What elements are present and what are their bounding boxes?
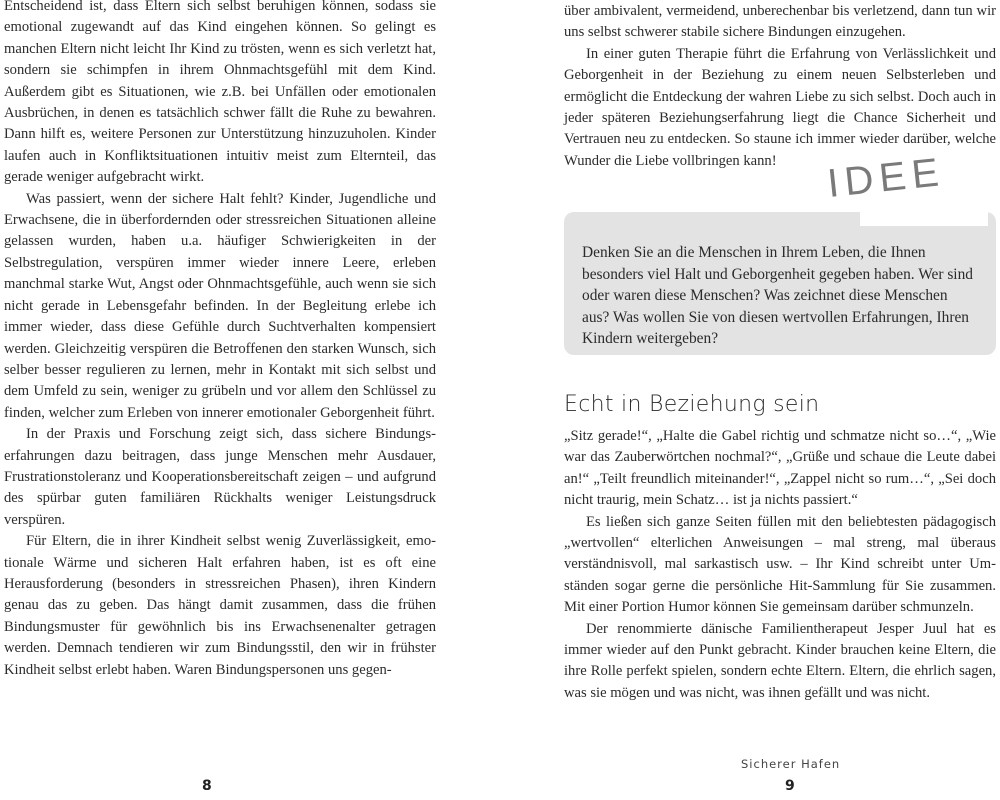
page-number-left: 8 — [202, 778, 212, 794]
paragraph: Was passiert, wenn der sichere Halt fehlt? Kinder, Jugendliche und Erwachsene, die in überfordernden oder stressreichen Situationen alleine gelassen wurden, haben u.a. häufiger Schwierigkeiten in der Selbstregulation, verspüren immer wieder innere Leere, erleben manchmal starke Wut, Angst oder Ohnmachtsgefühle, auch wenn sie sich nicht gerade in Lebensgefahr befinden. In der Begleitung erlebe ich immer wieder, dass diese Gefühle durch Suchtverhalten kompensiert werden. Gleichzeitig verspüren die Betroffenen den starken Wunsch, sich selber besser regulieren zu lernen, mehr in Kontakt mit sich selbst und dem Umfeld zu sein, weniger zu grübeln und vor allem den Schlüssel zu finden, welcher zum Erleben von innerer emotionaler Geborgenheit führt. — [4, 190, 436, 421]
paragraph: „Sitz gerade!“, „Halte die Gabel richtig und schmatze nicht so…“, „Wie war das Zauberwörtchen nochmal?“, „Grüße und schaue die Leute dabei an!“ „Teilt freundlich miteinander!“, „Zappel nicht so rum…“, „Sei doch nicht traurig, mein Schatz… ist ja nichts passiert.“ — [564, 428, 996, 509]
paragraph: In der Praxis und Forschung zeigt sich, dass sichere Bindungserfahrungen dazu beitragen, dass junge Menschen mehr Ausdauer, Frustrationstoleranz und Kooperationsbereitschaft zeigen – und aufgrund des spürbar guten familiären Rückhalts weniger Leistungsdruck verspüren. — [4, 426, 436, 528]
page-number-right: 9 — [785, 778, 795, 794]
right-body-text-bottom — [564, 426, 996, 704]
paragraph: Für Eltern, die in ihrer Kindheit selbst wenig Zuverlässigkeit, emotionale Wärme und sicheren Halt erfahren haben, ist es oft eine Herausforderung (besonders in stressreichen Phasen), ihren Kindern genau das zu geben. Das hängt damit zusammen, dass die frühen Bindungsmuster für gewöhnlich bis ins Erwachsenenalter getragen werden. Demnach tendieren wir zum Bindungsstil, den wir in frühster Kindheit selbst erlebt haben. Waren Bindungspersonen uns gegen- — [4, 533, 436, 678]
left-body-text — [4, 0, 436, 681]
idee-label: IDEE — [825, 149, 947, 207]
paragraph: Es ließen sich ganze Seiten füllen mit den beliebtesten pädagogisch „wertvollen“ elterlichen Anweisungen – mal streng, mal überaus verständnisvoll, mal sarkastisch usw. – Ihr Kind schreibt unter Umständen sogar gerne die persönliche Hit-Sammlung für Sie zusammen. Mit einer Portion Humor können Sie gemeinsam darüber schmunzeln. — [564, 513, 996, 616]
paragraph: Der renommierte dänische Familientherapeut Jesper Juul hat es immer wieder auf den Punkt gebracht. Kinder brauchen keine Eltern, die ihre Rolle perfekt spielen, sondern echte Eltern. Eltern, die ehrlich sagen, was sie mögen und was nicht, was ihnen gefällt und was nicht. — [564, 620, 996, 701]
right-page — [500, 0, 1000, 800]
idee-callout-text: Denken Sie an die Menschen in Ihrem Leben, die Ihnen besonders viel Halt und Geborgenheit gegeben haben. Wer sind oder waren diese Menschen? Was zeichnet diese Menschen aus? Was wollen Sie von diesen wertvollen Erfahrungen, Ihren Kindern weitergeben? — [582, 244, 973, 348]
right-body-text-top — [564, 1, 996, 172]
paragraph: Entscheidend ist, dass Eltern sich selbst beruhigen können, sodass sie emotional zugewandt auf das Kind eingehen können. So gelingt es manchen Eltern nicht leicht Ihr Kind zu trösten, wenn es sich verletzt hat, sondern sie schimpfen in ihrem Ohnmachtsgefühl mit dem Kind. Außerdem gibt es Situationen, wie z.B. bei Unfällen oder emotionalen Ausbrüchen, in denen es tatsächlich schwer fällt die Ruhe zu bewahren. Dann hilft es, weitere Personen zur Unterstützung hinzuzuholen. Kinder laufen auch in Konfliktsituationen intuitiv meist zum Elternteil, das gerade weniger aufgebracht wirkt. — [4, 0, 436, 186]
running-head: Sicherer Hafen — [741, 757, 841, 771]
paragraph: In einer guten Therapie führt die Erfahrung von Verlässlichkeit und Geborgenheit in der Beziehung zu einem neuen Selbsterleben und ermöglicht die Entdeckung der wahren Liebe zu sich selbst. Doch auch in jeder späteren Beziehungserfahrung liegt die Chance Sicherheit und Vertrauen neu zu entdecken. So staune ich immer wieder darüber, welche Wunder die Liebe vollbringen kann! — [564, 45, 996, 169]
idee-callout-box — [564, 212, 996, 355]
section-heading: Echt in Beziehung sein — [564, 392, 820, 417]
paragraph: über ambivalent, vermeidend, unberechenbar bis verletzend, dann tun wir uns selbst schwerer stabile sichere Bindungen einzugehen. — [564, 3, 996, 41]
